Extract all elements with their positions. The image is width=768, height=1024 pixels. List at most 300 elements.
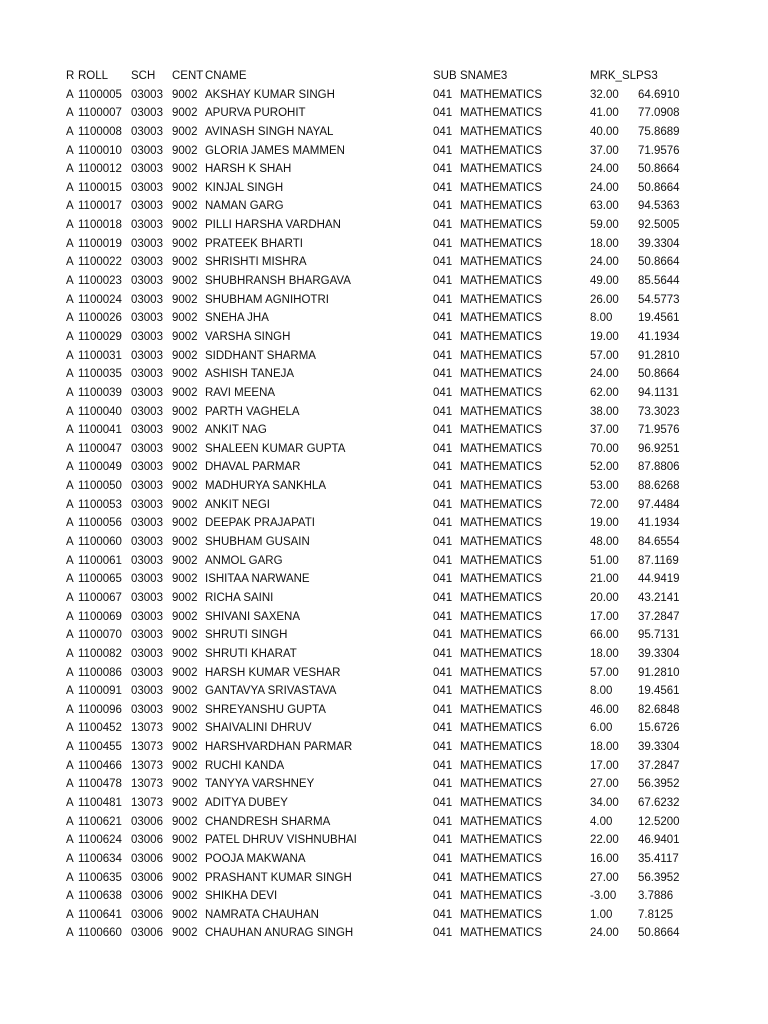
cell-r: A: [66, 125, 74, 138]
table-row: [0, 794, 768, 813]
cell-cname: ANKIT NEGI: [205, 498, 270, 511]
cell-cname: SHUBHAM GUSAIN: [205, 536, 310, 549]
table-row: [0, 347, 768, 366]
cell-sch: 13073: [131, 796, 163, 809]
cell-sub: 041: [433, 722, 453, 735]
table-row: [0, 142, 768, 161]
cell-cent: 9002: [172, 517, 198, 530]
cell-r: A: [66, 312, 74, 325]
cell-mrk: 49.00: [590, 275, 619, 288]
cell-r: A: [66, 144, 74, 157]
cell-r: A: [66, 647, 74, 660]
table-row: [0, 869, 768, 888]
cell-mrk: 19.00: [590, 517, 619, 530]
cell-cent: 9002: [172, 461, 198, 474]
cell-sname: MATHEMATICS: [460, 424, 542, 437]
cell-mrk: 34.00: [590, 796, 619, 809]
cell-roll: 1100023: [78, 275, 122, 288]
cell-cent: 9002: [172, 405, 198, 418]
cell-sch: 13073: [131, 722, 163, 735]
cell-mrk: 22.00: [590, 834, 619, 847]
cell-r: A: [66, 368, 74, 381]
cell-slp: 50.8664: [638, 163, 680, 176]
cell-r: A: [66, 349, 74, 362]
table-row: [0, 570, 768, 589]
cell-cname: ASHISH TANEJA: [205, 368, 295, 381]
cell-sub: 041: [433, 480, 453, 493]
cell-cname: PATEL DHRUV VISHNUBHAI: [205, 834, 357, 847]
table-row: [0, 86, 768, 105]
cell-cent: 9002: [172, 107, 198, 120]
cell-mrk: 51.00: [590, 554, 619, 567]
cell-sub: 041: [433, 163, 453, 176]
cell-slp: 87.1169: [638, 554, 679, 567]
cell-cent: 9002: [172, 890, 198, 903]
cell-sch: 03006: [131, 815, 163, 828]
cell-roll: 1100060: [78, 536, 122, 549]
cell-roll: 1100041: [78, 424, 122, 437]
cell-slp: 3.7886: [638, 890, 674, 903]
cell-r: A: [66, 852, 74, 865]
cell-slp: 50.8664: [638, 181, 680, 194]
header-row: [0, 67, 768, 86]
cell-r: A: [66, 927, 74, 940]
cell-sch: 03003: [131, 442, 163, 455]
cell-sch: 03006: [131, 871, 163, 884]
cell-slp: 41.1934: [638, 330, 680, 343]
cell-roll: 1100096: [78, 703, 122, 716]
cell-roll: 1100015: [78, 181, 122, 194]
cell-roll: 1100638: [78, 890, 122, 903]
cell-mrk: 32.00: [590, 88, 619, 101]
cell-cname: SHIKHA DEVI: [205, 890, 278, 903]
cell-cname: GLORIA JAMES MAMMEN: [205, 144, 345, 157]
cell-cname: APURVA PUROHIT: [205, 107, 306, 120]
cell-roll: 1100061: [78, 554, 122, 567]
cell-mrk: 41.00: [590, 107, 619, 120]
cell-sname: MATHEMATICS: [460, 88, 542, 101]
table-row: [0, 850, 768, 869]
table-row: [0, 365, 768, 384]
cell-sub: 041: [433, 573, 453, 586]
cell-slp: 91.2810: [638, 666, 680, 679]
cell-sch: 03003: [131, 498, 163, 511]
cell-sch: 03003: [131, 144, 163, 157]
cell-roll: 1100008: [78, 125, 122, 138]
cell-sub: 041: [433, 629, 453, 642]
cell-sname: MATHEMATICS: [460, 330, 542, 343]
cell-cent: 9002: [172, 741, 198, 754]
cell-sub: 041: [433, 741, 453, 754]
cell-r: A: [66, 591, 74, 604]
table-row: [0, 235, 768, 254]
cell-sub: 041: [433, 349, 453, 362]
cell-sch: 03006: [131, 908, 163, 921]
cell-mrk: 37.00: [590, 424, 619, 437]
cell-sname: MATHEMATICS: [460, 219, 542, 232]
cell-slp: 15.6726: [638, 722, 680, 735]
cell-sch: 03003: [131, 666, 163, 679]
cell-sub: 041: [433, 144, 453, 157]
cell-sname: MATHEMATICS: [460, 722, 542, 735]
cell-slp: 39.3304: [638, 647, 680, 660]
cell-r: A: [66, 498, 74, 511]
table-row: [0, 160, 768, 179]
cell-sub: 041: [433, 927, 453, 940]
cell-cent: 9002: [172, 796, 198, 809]
cell-sch: 03003: [131, 405, 163, 418]
cell-r: A: [66, 107, 74, 120]
cell-sub: 041: [433, 125, 453, 138]
cell-sname: MATHEMATICS: [460, 647, 542, 660]
cell-sub: 041: [433, 908, 453, 921]
cell-cent: 9002: [172, 685, 198, 698]
cell-r: A: [66, 88, 74, 101]
cell-sch: 03006: [131, 890, 163, 903]
table-row: [0, 664, 768, 683]
cell-r: A: [66, 741, 74, 754]
cell-sub: 041: [433, 442, 453, 455]
cell-mrk: 46.00: [590, 703, 619, 716]
cell-sname: MATHEMATICS: [460, 163, 542, 176]
cell-sch: 03003: [131, 517, 163, 530]
cell-r: A: [66, 722, 74, 735]
cell-sname: MATHEMATICS: [460, 312, 542, 325]
cell-cname: CHANDRESH SHARMA: [205, 815, 331, 828]
cell-mrk: 37.00: [590, 144, 619, 157]
cell-sch: 03006: [131, 927, 163, 940]
cell-sub: 041: [433, 759, 453, 772]
cell-cent: 9002: [172, 666, 198, 679]
cell-sname: MATHEMATICS: [460, 815, 542, 828]
cell-slp: 91.2810: [638, 349, 680, 362]
cell-slp: 7.8125: [638, 908, 674, 921]
cell-sub: 041: [433, 312, 453, 325]
cell-cname: NAMRATA CHAUHAN: [205, 908, 319, 921]
cell-mrk: 38.00: [590, 405, 619, 418]
cell-sch: 03003: [131, 88, 163, 101]
cell-slp: 95.7131: [638, 629, 680, 642]
cell-sch: 03003: [131, 330, 163, 343]
table-row: [0, 440, 768, 459]
cell-cent: 9002: [172, 927, 198, 940]
cell-r: A: [66, 703, 74, 716]
cell-mrk: 17.00: [590, 759, 619, 772]
cell-roll: 1100007: [78, 107, 122, 120]
cell-cname: SHUBHAM AGNIHOTRI: [205, 293, 329, 306]
cell-slp: 35.4117: [638, 852, 679, 865]
cell-sch: 13073: [131, 778, 163, 791]
cell-cent: 9002: [172, 256, 198, 269]
cell-cname: MADHURYA SANKHLA: [205, 480, 326, 493]
cell-slp: 19.4561: [638, 312, 680, 325]
cell-roll: 1100065: [78, 573, 122, 586]
table-row: [0, 496, 768, 515]
table-row: [0, 682, 768, 701]
cell-slp: 43.2141: [638, 591, 680, 604]
cell-mrk: 57.00: [590, 349, 619, 362]
cell-roll: 1100067: [78, 591, 122, 604]
cell-cname: SIDDHANT SHARMA: [205, 349, 316, 362]
cell-sname: MATHEMATICS: [460, 275, 542, 288]
cell-sname: MATHEMATICS: [460, 610, 542, 623]
cell-roll: 1100478: [78, 778, 122, 791]
cell-sname: MATHEMATICS: [460, 759, 542, 772]
cell-cent: 9002: [172, 871, 198, 884]
cell-cname: CHAUHAN ANURAG SINGH: [205, 927, 354, 940]
cell-slp: 56.3952: [638, 778, 680, 791]
cell-slp: 73.3023: [638, 405, 680, 418]
cell-sub: 041: [433, 852, 453, 865]
cell-cname: DEEPAK PRAJAPATI: [205, 517, 315, 530]
table-row: [0, 253, 768, 272]
table-row: [0, 757, 768, 776]
cell-mrk: 8.00: [590, 685, 613, 698]
cell-r: A: [66, 536, 74, 549]
cell-roll: 1100010: [78, 144, 122, 157]
cell-sch: 03003: [131, 386, 163, 399]
table-row: [0, 421, 768, 440]
cell-sub: 041: [433, 498, 453, 511]
table-row: [0, 775, 768, 794]
cell-roll: 1100029: [78, 330, 122, 343]
cell-r: A: [66, 181, 74, 194]
cell-mrk: 57.00: [590, 666, 619, 679]
cell-sch: 03003: [131, 424, 163, 437]
cell-cent: 9002: [172, 591, 198, 604]
cell-cname: HARSH KUMAR VESHAR: [205, 666, 341, 679]
cell-sch: 03003: [131, 368, 163, 381]
cell-cent: 9002: [172, 181, 198, 194]
cell-cname: AVINASH SINGH NAYAL: [205, 125, 334, 138]
cell-sub: 041: [433, 107, 453, 120]
cell-cent: 9002: [172, 330, 198, 343]
cell-sname: MATHEMATICS: [460, 796, 542, 809]
cell-sch: 03003: [131, 573, 163, 586]
cell-cname: SHRUTI KHARAT: [205, 647, 297, 660]
cell-r: A: [66, 442, 74, 455]
cell-cent: 9002: [172, 293, 198, 306]
cell-r: A: [66, 759, 74, 772]
cell-roll: 1100455: [78, 741, 122, 754]
table-row: [0, 831, 768, 850]
table-row: [0, 533, 768, 552]
cell-mrk: 8.00: [590, 312, 613, 325]
cell-roll: 1100069: [78, 610, 122, 623]
cell-cent: 9002: [172, 200, 198, 213]
cell-slp: 85.5644: [638, 275, 680, 288]
cell-mrk: 48.00: [590, 536, 619, 549]
cell-slp: 44.9419: [638, 573, 680, 586]
cell-roll: 1100040: [78, 405, 122, 418]
cell-slp: 37.2847: [638, 610, 680, 623]
cell-slp: 67.6232: [638, 796, 680, 809]
cell-roll: 1100050: [78, 480, 122, 493]
table-row: [0, 645, 768, 664]
cell-mrk: 27.00: [590, 871, 619, 884]
table-row: [0, 104, 768, 123]
cell-r: A: [66, 237, 74, 250]
cell-slp: 71.9576: [638, 144, 680, 157]
cell-r: A: [66, 461, 74, 474]
cell-roll: 1100049: [78, 461, 122, 474]
header-sub: SUB: [433, 70, 457, 82]
cell-slp: 54.5773: [638, 293, 680, 306]
table-row: [0, 403, 768, 422]
cell-cent: 9002: [172, 424, 198, 437]
cell-cname: HARSH K SHAH: [205, 163, 292, 176]
cell-mrk: 24.00: [590, 927, 619, 940]
cell-cname: SHRUTI SINGH: [205, 629, 288, 642]
cell-sname: MATHEMATICS: [460, 852, 542, 865]
cell-sub: 041: [433, 386, 453, 399]
results-sheet: [0, 67, 768, 943]
cell-cname: KINJAL SINGH: [205, 181, 284, 194]
cell-cname: GANTAVYA SRIVASTAVA: [205, 685, 337, 698]
cell-sch: 03003: [131, 181, 163, 194]
cell-cname: PILLI HARSHA VARDHAN: [205, 219, 341, 232]
cell-cent: 9002: [172, 573, 198, 586]
cell-r: A: [66, 386, 74, 399]
cell-slp: 19.4561: [638, 685, 680, 698]
cell-r: A: [66, 629, 74, 642]
cell-slp: 71.9576: [638, 424, 680, 437]
cell-mrk: 72.00: [590, 498, 619, 511]
cell-sname: MATHEMATICS: [460, 256, 542, 269]
cell-sname: MATHEMATICS: [460, 442, 542, 455]
cell-r: A: [66, 554, 74, 567]
cell-sname: MATHEMATICS: [460, 368, 542, 381]
cell-sname: MATHEMATICS: [460, 629, 542, 642]
cell-slp: 41.1934: [638, 517, 680, 530]
cell-cent: 9002: [172, 908, 198, 921]
cell-sub: 041: [433, 703, 453, 716]
cell-roll: 1100481: [78, 796, 122, 809]
cell-cent: 9002: [172, 759, 198, 772]
cell-slp: 75.8689: [638, 125, 680, 138]
cell-mrk: 40.00: [590, 125, 619, 138]
cell-sub: 041: [433, 88, 453, 101]
cell-sub: 041: [433, 647, 453, 660]
cell-sch: 03003: [131, 629, 163, 642]
cell-mrk: 4.00: [590, 815, 613, 828]
cell-sname: MATHEMATICS: [460, 573, 542, 586]
cell-mrk: 66.00: [590, 629, 619, 642]
cell-sname: MATHEMATICS: [460, 349, 542, 362]
cell-r: A: [66, 778, 74, 791]
cell-cname: PARTH VAGHELA: [205, 405, 300, 418]
cell-slp: 64.6910: [638, 88, 680, 101]
cell-mrk: 59.00: [590, 219, 619, 232]
cell-cname: ADITYA DUBEY: [205, 796, 288, 809]
cell-roll: 1100039: [78, 386, 122, 399]
cell-mrk: 17.00: [590, 610, 619, 623]
cell-sub: 041: [433, 815, 453, 828]
cell-roll: 1100026: [78, 312, 122, 325]
cell-mrk: 6.00: [590, 722, 613, 735]
cell-sname: MATHEMATICS: [460, 517, 542, 530]
cell-mrk: 24.00: [590, 181, 619, 194]
cell-roll: 1100452: [78, 722, 122, 735]
table-row: [0, 626, 768, 645]
table-row: [0, 738, 768, 757]
cell-sch: 03003: [131, 107, 163, 120]
cell-cname: PRATEEK BHARTI: [205, 237, 303, 250]
cell-sname: MATHEMATICS: [460, 685, 542, 698]
cell-cname: SHRISHTI MISHRA: [205, 256, 307, 269]
table-row: [0, 272, 768, 291]
cell-sname: MATHEMATICS: [460, 181, 542, 194]
table-row: [0, 123, 768, 142]
cell-cent: 9002: [172, 536, 198, 549]
cell-mrk: 63.00: [590, 200, 619, 213]
cell-sub: 041: [433, 219, 453, 232]
cell-sub: 041: [433, 181, 453, 194]
cell-roll: 1100091: [78, 685, 122, 698]
cell-sub: 041: [433, 200, 453, 213]
table-row: [0, 608, 768, 627]
cell-sub: 041: [433, 237, 453, 250]
table-row: [0, 328, 768, 347]
table-row: [0, 514, 768, 533]
cell-sch: 03006: [131, 834, 163, 847]
cell-roll: 1100005: [78, 88, 122, 101]
cell-roll: 1100634: [78, 852, 122, 865]
cell-cname: VARSHA SINGH: [205, 330, 291, 343]
cell-slp: 46.9401: [638, 834, 680, 847]
cell-cname: RAVI MEENA: [205, 386, 276, 399]
cell-sname: MATHEMATICS: [460, 778, 542, 791]
cell-roll: 1100070: [78, 629, 122, 642]
cell-cname: POOJA MAKWANA: [205, 852, 306, 865]
cell-sch: 03003: [131, 293, 163, 306]
cell-sname: MATHEMATICS: [460, 386, 542, 399]
cell-cent: 9002: [172, 610, 198, 623]
cell-sname: MATHEMATICS: [460, 890, 542, 903]
cell-slp: 77.0908: [638, 107, 680, 120]
cell-cname: SHAIVALINI DHRUV: [205, 722, 312, 735]
cell-mrk: 18.00: [590, 237, 619, 250]
cell-sub: 041: [433, 536, 453, 549]
data-rows: [0, 86, 768, 943]
cell-sname: MATHEMATICS: [460, 200, 542, 213]
cell-roll: 1100031: [78, 349, 122, 362]
table-row: [0, 197, 768, 216]
cell-cname: SNEHA JHA: [205, 312, 269, 325]
cell-sch: 03003: [131, 536, 163, 549]
cell-cent: 9002: [172, 778, 198, 791]
header-r: R: [66, 70, 75, 82]
cell-sub: 041: [433, 666, 453, 679]
cell-cent: 9002: [172, 442, 198, 455]
cell-sname: MATHEMATICS: [460, 405, 542, 418]
cell-cname: SHALEEN KUMAR GUPTA: [205, 442, 346, 455]
cell-cent: 9002: [172, 554, 198, 567]
cell-cname: AKSHAY KUMAR SINGH: [205, 88, 335, 101]
cell-r: A: [66, 573, 74, 586]
cell-sname: MATHEMATICS: [460, 125, 542, 138]
cell-r: A: [66, 405, 74, 418]
cell-slp: 94.1131: [638, 386, 679, 399]
cell-slp: 39.3304: [638, 741, 680, 754]
cell-sch: 03003: [131, 591, 163, 604]
cell-roll: 1100017: [78, 200, 122, 213]
cell-sch: 03003: [131, 554, 163, 567]
header-mrk-slp: MRK_SLPS3: [590, 70, 658, 82]
cell-sub: 041: [433, 275, 453, 288]
cell-roll: 1100022: [78, 256, 122, 269]
cell-sub: 041: [433, 330, 453, 343]
